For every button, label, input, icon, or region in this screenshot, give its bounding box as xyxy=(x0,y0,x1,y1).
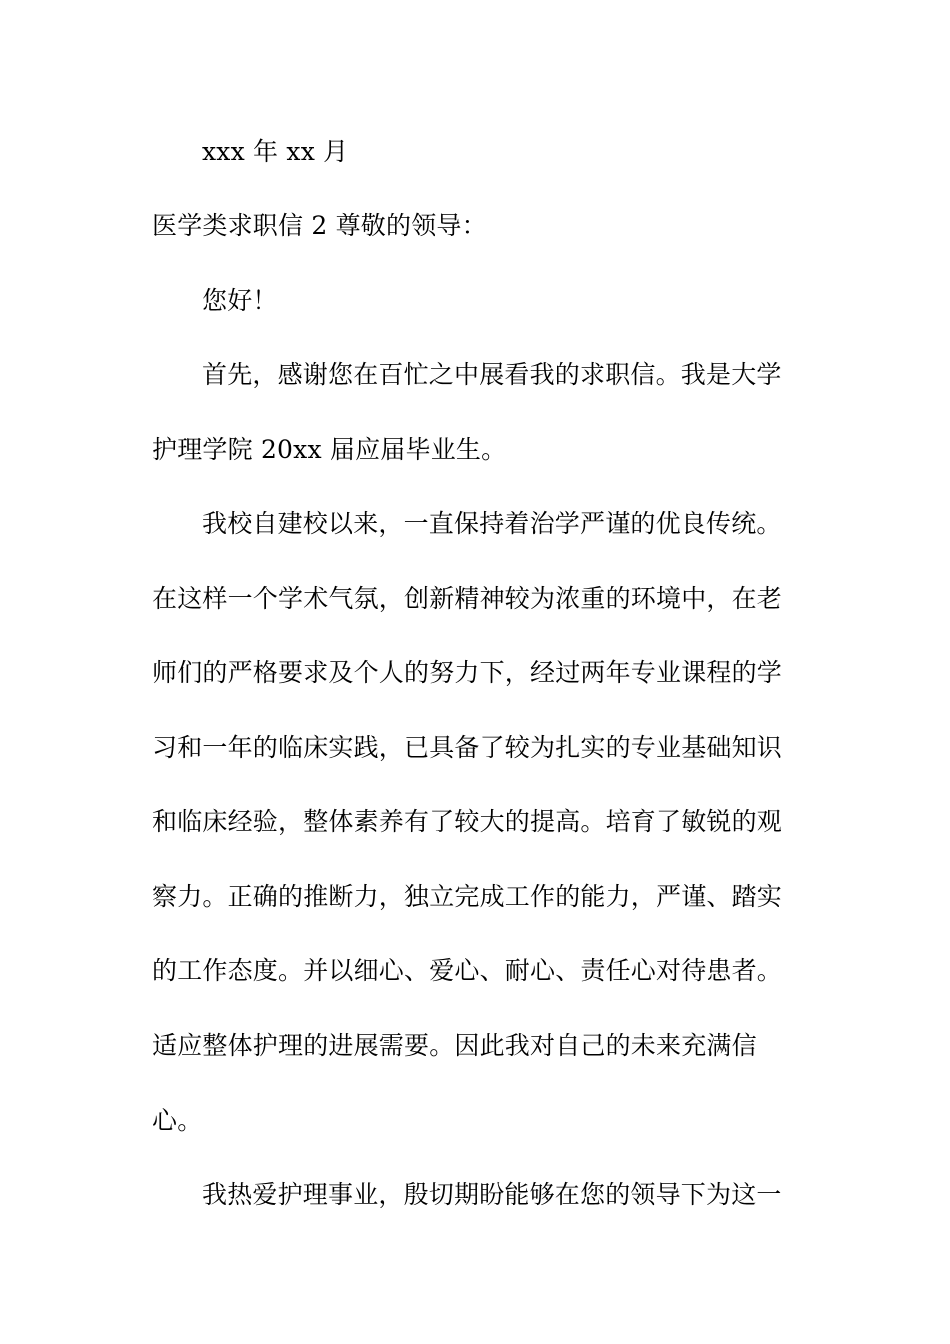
paragraph-line: 在这样一个学术气氛，创新精神较为浓重的环境中，在老 xyxy=(152,584,783,613)
greeting: 您好！ xyxy=(202,286,278,315)
paragraph-line: 我校自建校以来，一直保持着治学严谨的优良传统。 xyxy=(202,509,782,538)
date-line: xxx 年 xx 月 xyxy=(202,137,349,166)
paragraph-line: 习和一年的临床实践，已具备了较为扎实的专业基础知识 xyxy=(152,733,783,762)
paragraph-line: 察力。正确的推断力，独立完成工作的能力，严谨、踏实 xyxy=(152,882,783,911)
paragraph-line: 的工作态度。并以细心、爱心、耐心、责任心对待患者。 xyxy=(152,956,783,985)
paragraph-line: 心。 xyxy=(152,1106,203,1135)
paragraph-line: 师们的严格要求及个人的努力下，经过两年专业课程的学 xyxy=(152,658,783,687)
paragraph-line: 我热爱护理事业，殷切期盼能够在您的领导下为这一 xyxy=(202,1180,782,1209)
letter-heading: 医学类求职信 2 尊敬的领导： xyxy=(152,211,487,240)
paragraph-line: 护理学院 20xx 届应届毕业生。 xyxy=(152,435,507,464)
paragraph-line: 适应整体护理的进展需要。因此我对自己的未来充满信 xyxy=(152,1031,757,1060)
paragraph-line: 和临床经验，整体素养有了较大的提高。培育了敏锐的观 xyxy=(152,807,783,836)
paragraph-line: 首先，感谢您在百忙之中展看我的求职信。我是大学 xyxy=(202,360,782,389)
